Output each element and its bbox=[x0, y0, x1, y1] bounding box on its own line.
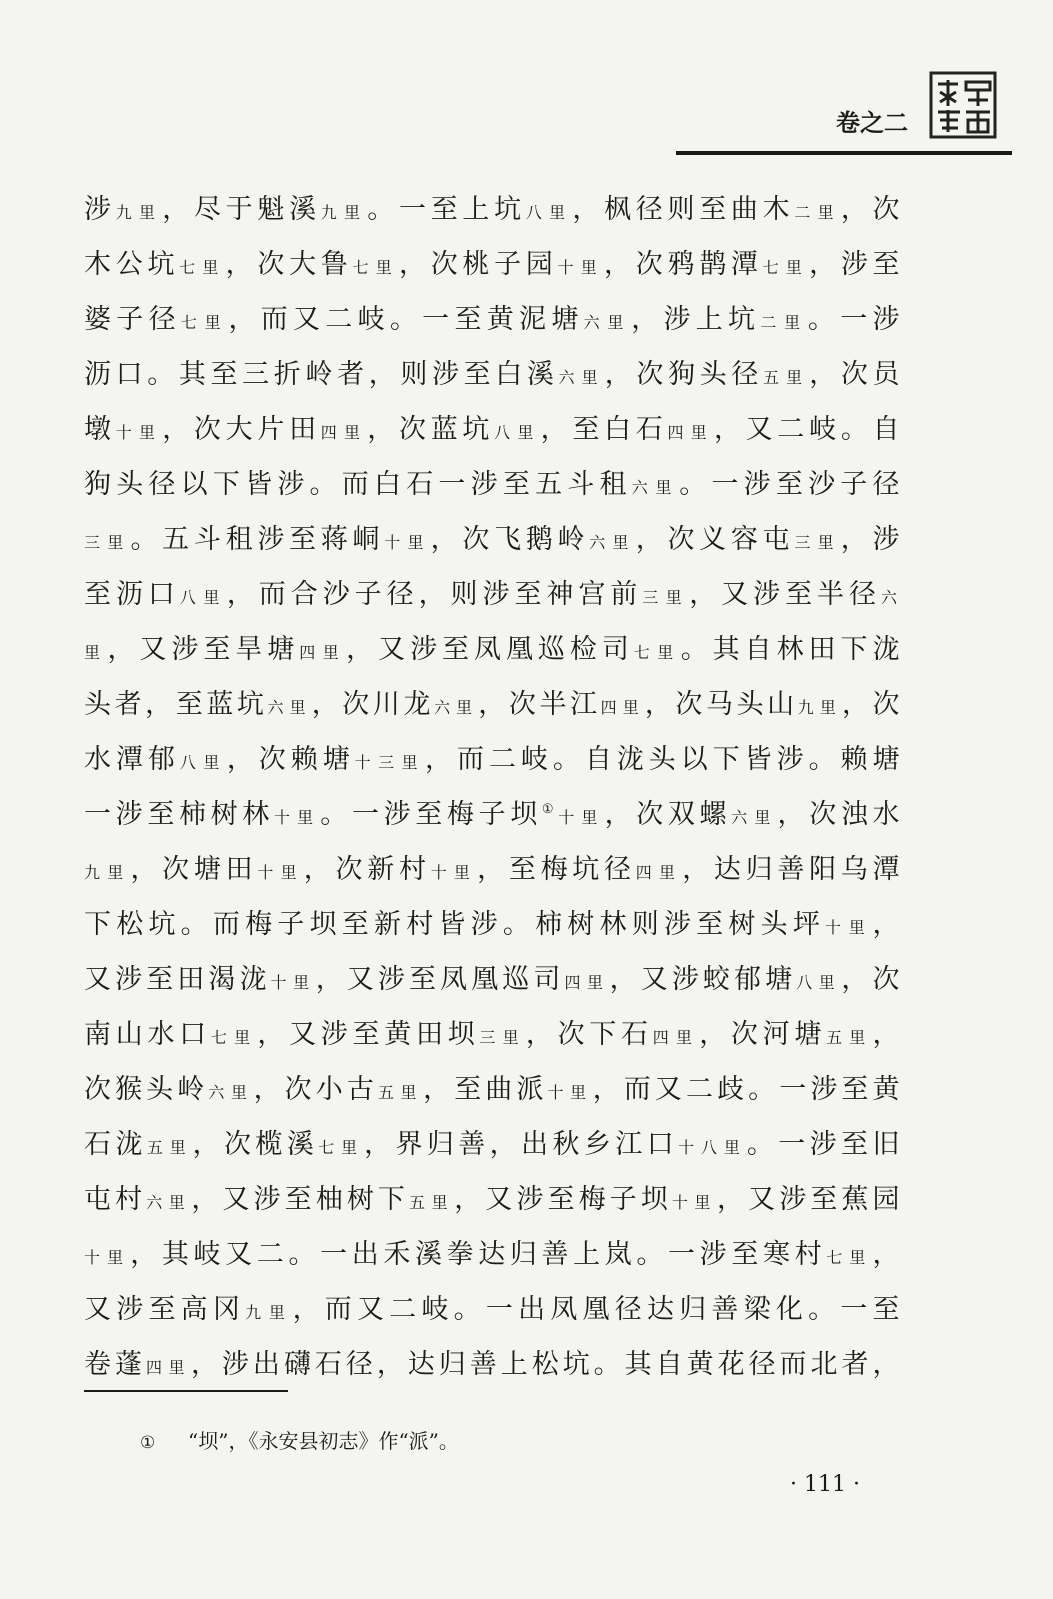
distance-note: 十里 bbox=[430, 863, 478, 882]
distance-note: 四里 bbox=[564, 973, 610, 992]
text-run: ，又涉至凤凰巡司 bbox=[315, 964, 565, 995]
text-run: ，次榄溪 bbox=[192, 1129, 319, 1160]
text-line bbox=[84, 622, 900, 677]
text-run: ，又涉至凤凰巡检司 bbox=[346, 634, 634, 665]
text-run: ， bbox=[872, 1019, 901, 1050]
text-run: ，次马头山 bbox=[644, 689, 798, 720]
distance-note: 五里 bbox=[762, 368, 810, 387]
distance-note: 四里 bbox=[320, 423, 368, 442]
text-line bbox=[84, 787, 900, 842]
text-run: 水潭郁 bbox=[84, 744, 180, 775]
text-run: ，次蓝坑 bbox=[367, 414, 495, 445]
distance-note: 四里 bbox=[299, 643, 347, 662]
footnote bbox=[140, 1426, 840, 1458]
distance-note: 四里 bbox=[635, 863, 683, 882]
footnote-text: “坝”，《永安县初志》作“派”。 bbox=[188, 1429, 459, 1453]
footnote-marker: ① bbox=[541, 802, 559, 817]
distance-note: 七里 bbox=[318, 1138, 365, 1157]
text-line bbox=[84, 952, 900, 1007]
distance-note: 八里 bbox=[179, 753, 227, 772]
text-run: 沥口。其至三折岭者，则涉至白溪 bbox=[84, 359, 559, 390]
text-run: ，枫径则至曲木 bbox=[572, 194, 795, 225]
distance-note: 八里 bbox=[494, 423, 541, 442]
text-run: ，涉至 bbox=[809, 249, 901, 280]
text-line bbox=[84, 897, 900, 952]
text-run: ， bbox=[872, 909, 900, 940]
distance-note: 七里 bbox=[180, 313, 229, 332]
text-run: 。其自林田下泷 bbox=[680, 634, 900, 665]
body-text bbox=[84, 182, 900, 1392]
distance-note: 八里 bbox=[179, 588, 227, 607]
text-run: ，次大片田 bbox=[162, 414, 321, 445]
distance-note: 十里 bbox=[825, 918, 873, 937]
distance-note: 十三里 bbox=[354, 753, 426, 772]
text-run: ，又涉至蕉园 bbox=[717, 1184, 900, 1215]
text-line bbox=[84, 512, 900, 567]
text-run: ，其岐又二。一出禾溪拳达归善上岚。一涉至寒村 bbox=[130, 1239, 827, 1270]
text-run: 南山水口 bbox=[84, 1019, 211, 1050]
distance-note: 十里 bbox=[671, 1193, 718, 1212]
text-run: ，至白石 bbox=[540, 414, 668, 445]
text-line bbox=[84, 677, 900, 732]
text-run: ，达归善阳乌潭 bbox=[682, 854, 901, 885]
distance-note: 六里 bbox=[558, 368, 605, 387]
distance-note: 十里 bbox=[384, 533, 431, 552]
text-run: 次猴头岭 bbox=[84, 1074, 209, 1105]
distance-note: 十八里 bbox=[678, 1138, 747, 1157]
text-line bbox=[84, 1172, 900, 1227]
distance-note: 三里 bbox=[794, 533, 841, 552]
text-run: ，又涉蛟郁塘 bbox=[609, 964, 797, 995]
text-run: ，次飞鹅岭 bbox=[430, 524, 590, 555]
text-run: ，至曲派 bbox=[423, 1074, 548, 1105]
distance-note: 八里 bbox=[796, 973, 842, 992]
text-line bbox=[84, 457, 900, 512]
text-run: ，又涉至黄田坝 bbox=[257, 1019, 480, 1050]
text-run: ，而二岐。自泷头以下皆涉。赖塘 bbox=[425, 744, 900, 775]
distance-note: 七里 bbox=[179, 258, 226, 277]
distance-note: 十里 bbox=[257, 863, 304, 882]
text-run: ，又涉至柚树下 bbox=[191, 1184, 410, 1215]
text-run: ，次义容屯 bbox=[635, 524, 795, 555]
text-run: ，次狗头径 bbox=[604, 359, 763, 390]
text-run: 卷蓬 bbox=[84, 1349, 146, 1380]
distance-note: 九里 bbox=[320, 203, 368, 222]
text-run: 石泷 bbox=[84, 1129, 147, 1160]
distance-note: 七里 bbox=[210, 1028, 258, 1047]
distance-note: 六里 bbox=[731, 808, 778, 827]
distance-note: 六 bbox=[880, 588, 900, 607]
distance-note: 三里 bbox=[84, 533, 131, 552]
text-run: ，涉上坑 bbox=[631, 304, 761, 335]
text-run: ，而又二岐。一出凤凰径达归善梁化。一至 bbox=[292, 1294, 901, 1325]
text-run: ，次赖塘 bbox=[226, 744, 355, 775]
text-line bbox=[84, 567, 900, 622]
distance-note: 四里 bbox=[145, 1358, 191, 1377]
text-run: ，而又二岐。一至黄泥塘 bbox=[228, 304, 584, 335]
distance-note: 五里 bbox=[409, 1193, 455, 1212]
footnote-divider bbox=[84, 1390, 288, 1392]
text-run: ，次员 bbox=[809, 359, 901, 390]
distance-note: 七里 bbox=[352, 258, 399, 277]
text-run: ，尽于魁溪 bbox=[162, 194, 321, 225]
text-run: 墩 bbox=[84, 414, 116, 445]
text-line bbox=[84, 1062, 900, 1117]
text-run: ，次桃子园 bbox=[398, 249, 558, 280]
text-run: 又涉至高冈 bbox=[84, 1294, 246, 1325]
text-line bbox=[84, 402, 900, 457]
distance-note: 十里 bbox=[558, 808, 605, 827]
distance-note: 六里 bbox=[434, 698, 479, 717]
text-run: ，界归善，出秋乡江口 bbox=[364, 1129, 679, 1160]
header-rule bbox=[676, 151, 1012, 155]
text-run: ，次河塘 bbox=[699, 1019, 827, 1050]
distance-note: 七里 bbox=[826, 1248, 873, 1267]
distance-note: 十里 bbox=[84, 1248, 131, 1267]
text-line bbox=[84, 292, 900, 347]
text-run: 又涉至田渴泷 bbox=[84, 964, 271, 995]
text-line bbox=[84, 1227, 900, 1282]
distance-note: 十里 bbox=[273, 808, 321, 827]
distance-note: 里 bbox=[84, 643, 108, 662]
text-run: ，涉出礴石径，达归善上松坑。其自黄花径而北者， bbox=[190, 1349, 901, 1380]
distance-note: 十里 bbox=[547, 1083, 593, 1102]
text-run: 婆子径 bbox=[84, 304, 181, 335]
distance-note: 九里 bbox=[84, 863, 131, 882]
text-run: ，至梅坑径 bbox=[477, 854, 636, 885]
distance-note: 九里 bbox=[245, 1303, 293, 1322]
distance-note: 九里 bbox=[797, 698, 842, 717]
page-number: · 111 · bbox=[790, 1472, 860, 1497]
text-run: ，次半江 bbox=[478, 689, 601, 720]
text-run: ，次 bbox=[841, 964, 900, 995]
text-run: 。一涉至旧 bbox=[746, 1129, 900, 1160]
distance-note: 五里 bbox=[146, 1138, 193, 1157]
text-run: 一涉至柿树林 bbox=[84, 799, 274, 830]
text-line bbox=[84, 347, 900, 402]
distance-note: 七里 bbox=[633, 643, 681, 662]
text-run: ，次小古 bbox=[253, 1074, 378, 1105]
text-run: ，次浊水 bbox=[777, 799, 901, 830]
text-run: ，次大鲁 bbox=[225, 249, 353, 280]
distance-note: 五里 bbox=[377, 1083, 424, 1102]
text-line bbox=[84, 237, 900, 292]
text-run: 头者，至蓝坑 bbox=[84, 689, 268, 720]
text-run: ，次 bbox=[841, 689, 901, 720]
text-run: ，次川龙 bbox=[311, 689, 435, 720]
text-run: 至沥口 bbox=[84, 579, 180, 610]
text-line bbox=[84, 182, 900, 237]
text-run: ，次下石 bbox=[525, 1019, 653, 1050]
text-line bbox=[84, 732, 900, 787]
text-run: 。一涉 bbox=[807, 304, 900, 335]
distance-note: 六里 bbox=[583, 313, 632, 332]
text-line bbox=[84, 1007, 900, 1062]
distance-note: 六里 bbox=[208, 1083, 254, 1102]
text-run: ，而合沙子径，则涉至神宫前 bbox=[226, 579, 643, 610]
text-run: ，次新村 bbox=[303, 854, 431, 885]
text-run: 。五斗租涉至蒋峒 bbox=[130, 524, 385, 555]
text-run: ，又涉至梅子坝 bbox=[454, 1184, 672, 1215]
distance-note: 四里 bbox=[667, 423, 714, 442]
distance-note: 六里 bbox=[146, 1193, 192, 1212]
text-run: 。一涉至梅子坝 bbox=[320, 799, 542, 830]
text-run: 下松坑。而梅子坝至新村皆涉。柿树林则涉至树头坪 bbox=[84, 909, 826, 940]
distance-note: 三里 bbox=[642, 588, 690, 607]
text-run: 屯村 bbox=[84, 1184, 147, 1215]
distance-note: 九里 bbox=[115, 203, 163, 222]
text-line bbox=[84, 1117, 900, 1172]
distance-note: 二里 bbox=[794, 203, 841, 222]
text-line bbox=[84, 1337, 900, 1392]
distance-note: 十里 bbox=[270, 973, 316, 992]
text-line bbox=[84, 842, 900, 897]
distance-note: 五里 bbox=[826, 1028, 873, 1047]
text-run: 。一至上坑 bbox=[367, 194, 526, 225]
distance-note: 二里 bbox=[760, 313, 808, 332]
seal-stamp-icon bbox=[928, 70, 998, 140]
distance-note: 七里 bbox=[762, 258, 810, 277]
distance-note: 三里 bbox=[479, 1028, 526, 1047]
text-run: 木公坑 bbox=[84, 249, 180, 280]
text-run: ，次塘田 bbox=[130, 854, 258, 885]
distance-note: 六里 bbox=[589, 533, 636, 552]
distance-note: 四里 bbox=[600, 698, 645, 717]
text-run: ，又涉至旱塘 bbox=[107, 634, 300, 665]
distance-note: 八里 bbox=[525, 203, 573, 222]
text-run: ，次鸦鹊潭 bbox=[604, 249, 763, 280]
text-run: ，次双螺 bbox=[604, 799, 732, 830]
distance-note: 四里 bbox=[652, 1028, 700, 1047]
text-run: 涉 bbox=[84, 194, 116, 225]
text-run: ，而又二歧。一涉至黄 bbox=[592, 1074, 901, 1105]
text-run: ， bbox=[872, 1239, 900, 1270]
distance-note: 六里 bbox=[267, 698, 312, 717]
chapter-title: 卷之二 bbox=[836, 109, 908, 137]
text-run: 狗头径以下皆涉。而白石一涉至五斗租 bbox=[84, 469, 632, 500]
distance-note: 六里 bbox=[631, 478, 680, 497]
text-run: ，涉 bbox=[840, 524, 901, 555]
text-run: 。一涉至沙子径 bbox=[679, 469, 901, 500]
text-run: ，次 bbox=[840, 194, 901, 225]
text-line bbox=[84, 1282, 900, 1337]
text-run: ，又涉至半径 bbox=[689, 579, 881, 610]
text-run: ，又二岐。自 bbox=[713, 414, 901, 445]
footnote-number: ① bbox=[140, 1433, 156, 1453]
distance-note: 十里 bbox=[557, 258, 605, 277]
distance-note: 十里 bbox=[115, 423, 163, 442]
